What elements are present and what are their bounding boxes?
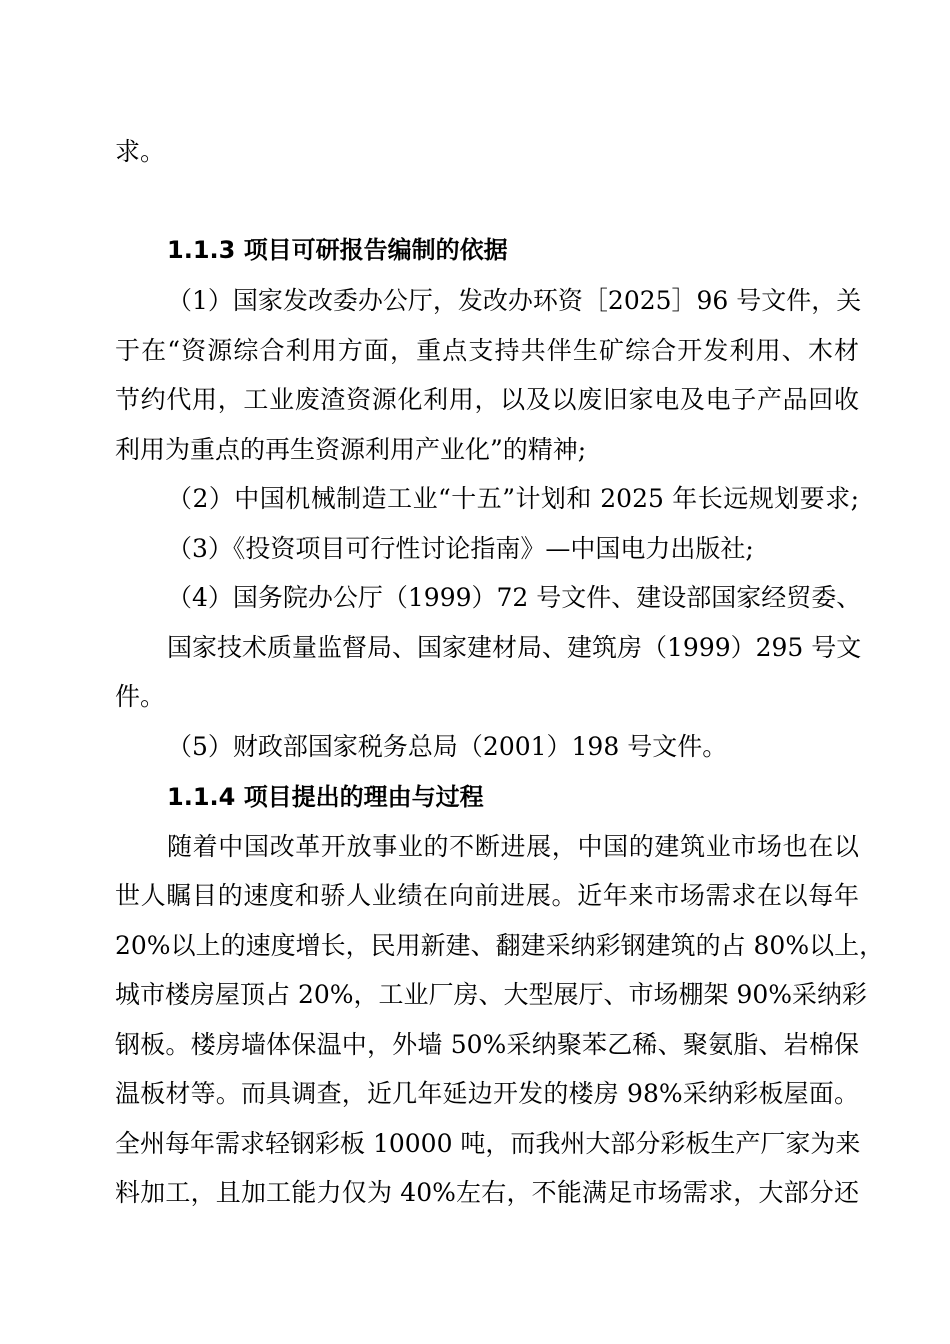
paragraph-line: 城市楼房屋顶占 20%，工业厂房、大型展厅、市场棚架 90%采纳彩 <box>115 980 868 1009</box>
paragraph-line: （2）中国机械制造工业“十五”计划和 2025 年长远规划要求; <box>167 484 859 513</box>
paragraph-line: 世人瞩目的速度和骄人业绩在向前进展。近年来市场需求在以每年 <box>115 881 859 910</box>
paragraph-line: 件。 <box>115 682 166 711</box>
paragraph-line: 国家技术质量监督局、国家建材局、建筑房（1999）295 号文 <box>167 633 862 662</box>
paragraph-line: 随着中国改革开放事业的不断进展，中国的建筑业市场也在以 <box>167 832 859 861</box>
paragraph-line: 于在“资源综合利用方面，重点支持共伴生矿综合开发利用、木材 <box>115 336 859 365</box>
paragraph-line: （5）财政部国家税务总局（2001）198 号文件。 <box>167 732 728 761</box>
paragraph-line: （1）国家发改委办公厅，发改办环资［2025］96 号文件，关 <box>167 286 862 315</box>
paragraph-line: （3）《投资项目可行性讨论指南》—中国电力出版社; <box>167 534 754 563</box>
paragraph-line: 料加工，且加工能力仅为 40%左右，不能满足市场需求，大部分还 <box>115 1178 859 1207</box>
paragraph-line: 钢板。楼房墙体保温中，外墙 50%采纳聚苯乙稀、聚氨脂、岩棉保 <box>115 1030 859 1059</box>
paragraph-line: （4）国务院办公厅（1999）72 号文件、建设部国家经贸委、 <box>167 583 862 612</box>
section-heading: 1.1.4 项目提出的理由与过程 <box>167 783 484 811</box>
paragraph-line: 20%以上的速度增长，民用新建、翻建采纳彩钢建筑的占 80%以上， <box>115 931 885 960</box>
paragraph-line: 求。 <box>115 137 166 166</box>
paragraph-line: 温板材等。而具调查，近几年延边开发的楼房 98%采纳彩板屋面。 <box>115 1079 859 1108</box>
paragraph-line: 节约代用，工业废渣资源化利用，以及以废旧家电及电子产品回收 <box>115 385 859 414</box>
paragraph-line: 全州每年需求轻钢彩板 10000 吨，而我州大部分彩板生产厂家为来 <box>115 1129 861 1158</box>
section-heading: 1.1.3 项目可研报告编制的依据 <box>167 236 508 264</box>
paragraph-line: 利用为重点的再生资源利用产业化”的精神; <box>115 435 587 464</box>
